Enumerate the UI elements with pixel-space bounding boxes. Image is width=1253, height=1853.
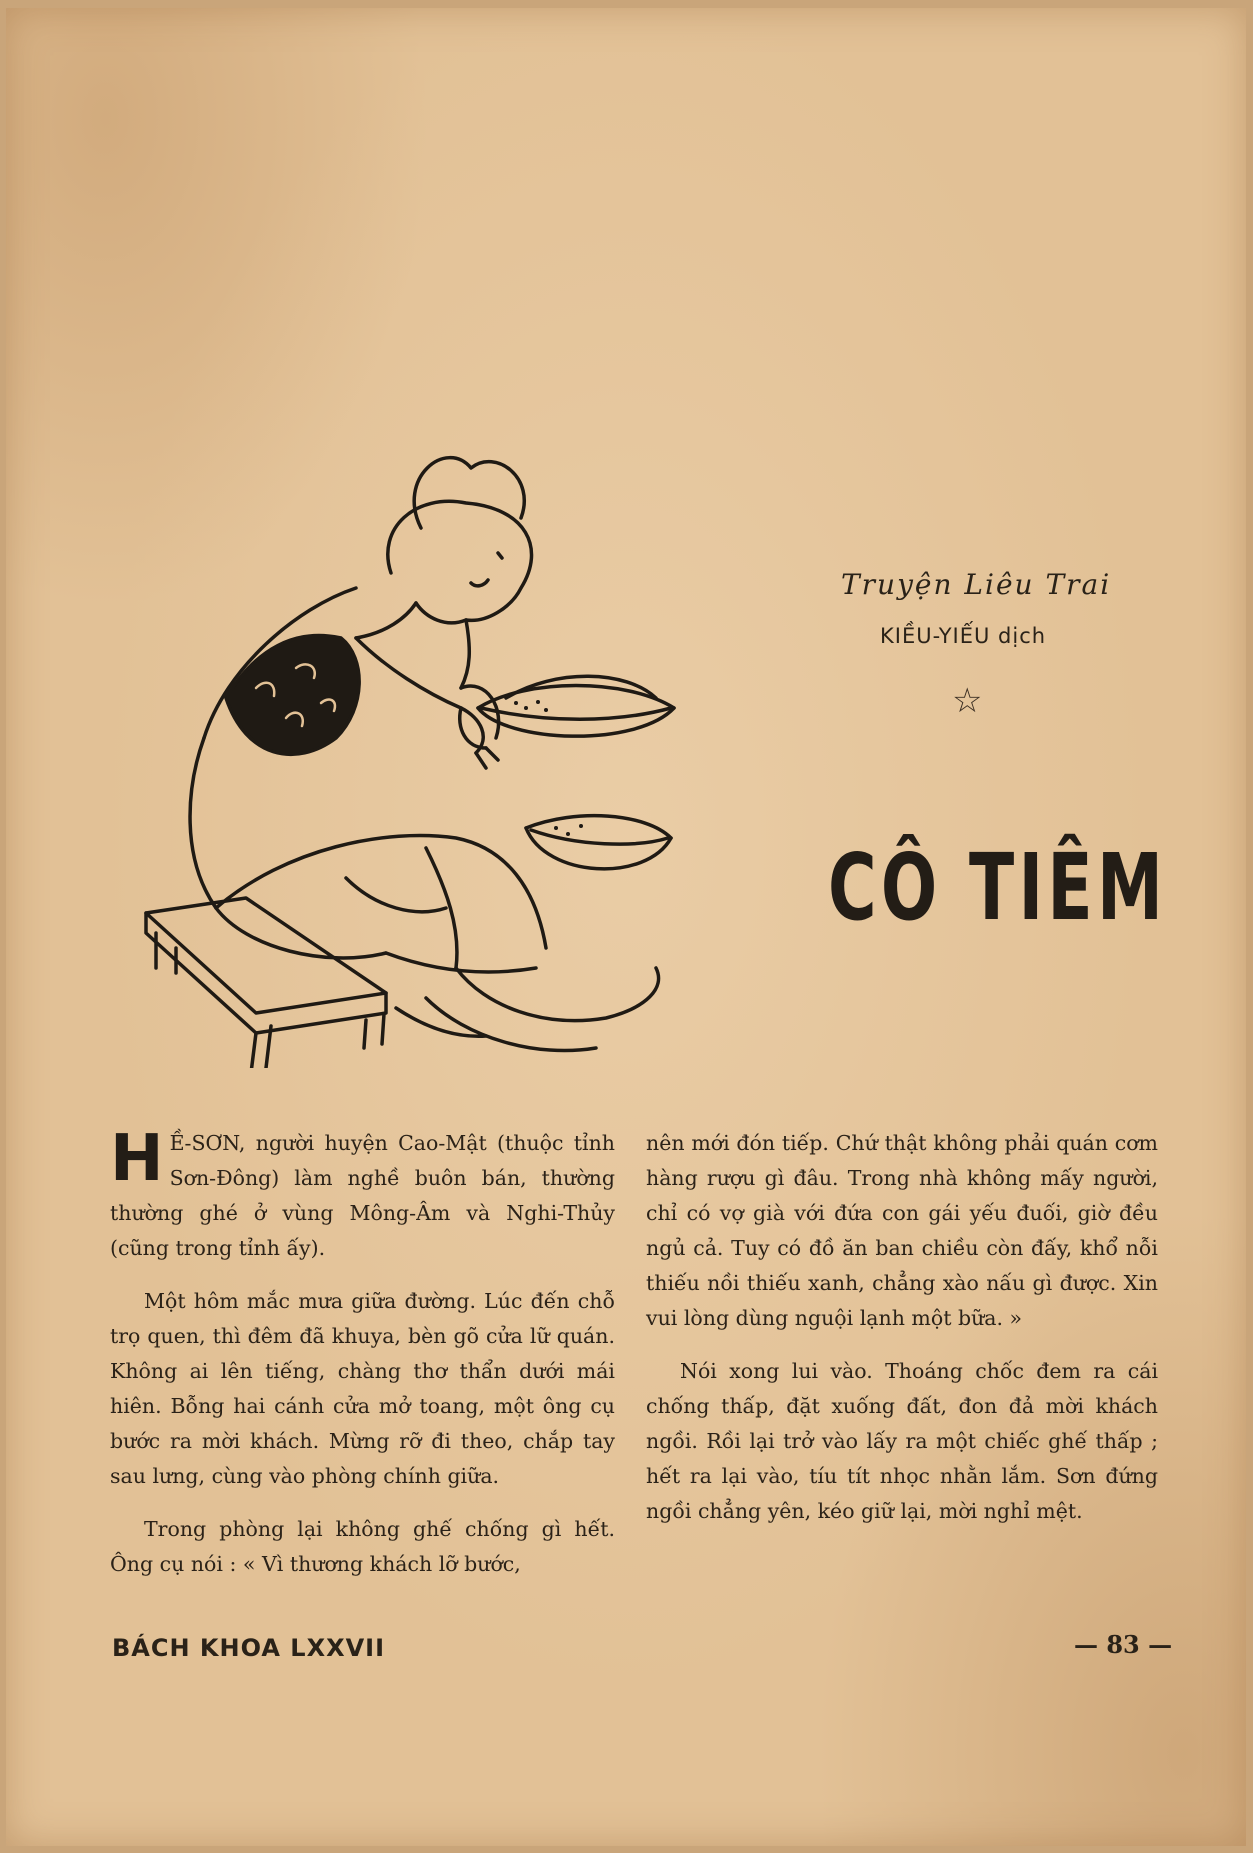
- star-ornament-icon: ☆: [952, 681, 983, 721]
- story-subtitle: Truyện Liêu Trai: [841, 568, 1112, 601]
- article-column-left: [110, 1122, 615, 1600]
- magazine-page: [6, 8, 1246, 1846]
- publication-name: BÁCH KHOA LXXVII: [112, 1634, 386, 1662]
- paragraph: Một hôm mắc mưa giữa đường. Lúc đến chỗ trọ quen, thì đêm đã khuya, bèn gõ cửa lữ quán. Không ai lên tiếng, chàng thơ thẩn dưới mái hiên. Bỗng hai cánh cửa mở toang, một ông cụ bước ra mời khách. Mừng rỡ đi theo, chắp tay sau lưng, cùng vào phòng chính giữa.: [110, 1289, 615, 1488]
- article-column-right: [646, 1126, 1158, 1547]
- woman-kneading-flour-illustration: [126, 408, 826, 1068]
- drop-cap: H: [110, 1122, 164, 1196]
- paragraph-text: Ề-SƠN, người huyện Cao-Mật (thuộc tỉnh Sơn-Đông) làm nghề buôn bán, thường thường ghé ở vùng Mông-Âm và Nghi-Thủy (cũng trong tỉnh ấy).: [110, 1131, 615, 1260]
- story-title: CÔ TIÊM: [828, 834, 1168, 941]
- page-number: — 83 —: [1074, 1630, 1173, 1659]
- paragraph: Trong phòng lại không ghế chống gì hết. Ông cụ nói : « Vì thương khách lỡ bước,: [110, 1517, 615, 1576]
- paragraph: [110, 1122, 615, 1266]
- translator-credit: KIỀU-YIẾU dịch: [880, 624, 1047, 648]
- paragraph: Nói xong lui vào. Thoáng chốc đem ra cái chống thấp, đặt xuống đất, đon đả mời khách ngồi. Rồi lại trở vào lấy ra một chiếc ghế thấp ; hết ra lại vào, tíu tít nhọc nhằn lắm. Sơn đứng ngồi chẳng yên, kéo giữ lại, mời nghỉ mệt.: [646, 1359, 1158, 1523]
- paragraph: nên mới đón tiếp. Chứ thật không phải quán cơm hàng rượu gì đâu. Trong nhà không mấy người, chỉ có vợ già với đứa con gái yếu đuối, giờ đều ngủ cả. Tuy có đồ ăn ban chiều còn đấy, khổ nỗi thiếu nồi thiếu xanh, chẳng xào nấu gì được. Xin vui lòng dùng nguội lạnh một bữa. »: [646, 1131, 1158, 1330]
